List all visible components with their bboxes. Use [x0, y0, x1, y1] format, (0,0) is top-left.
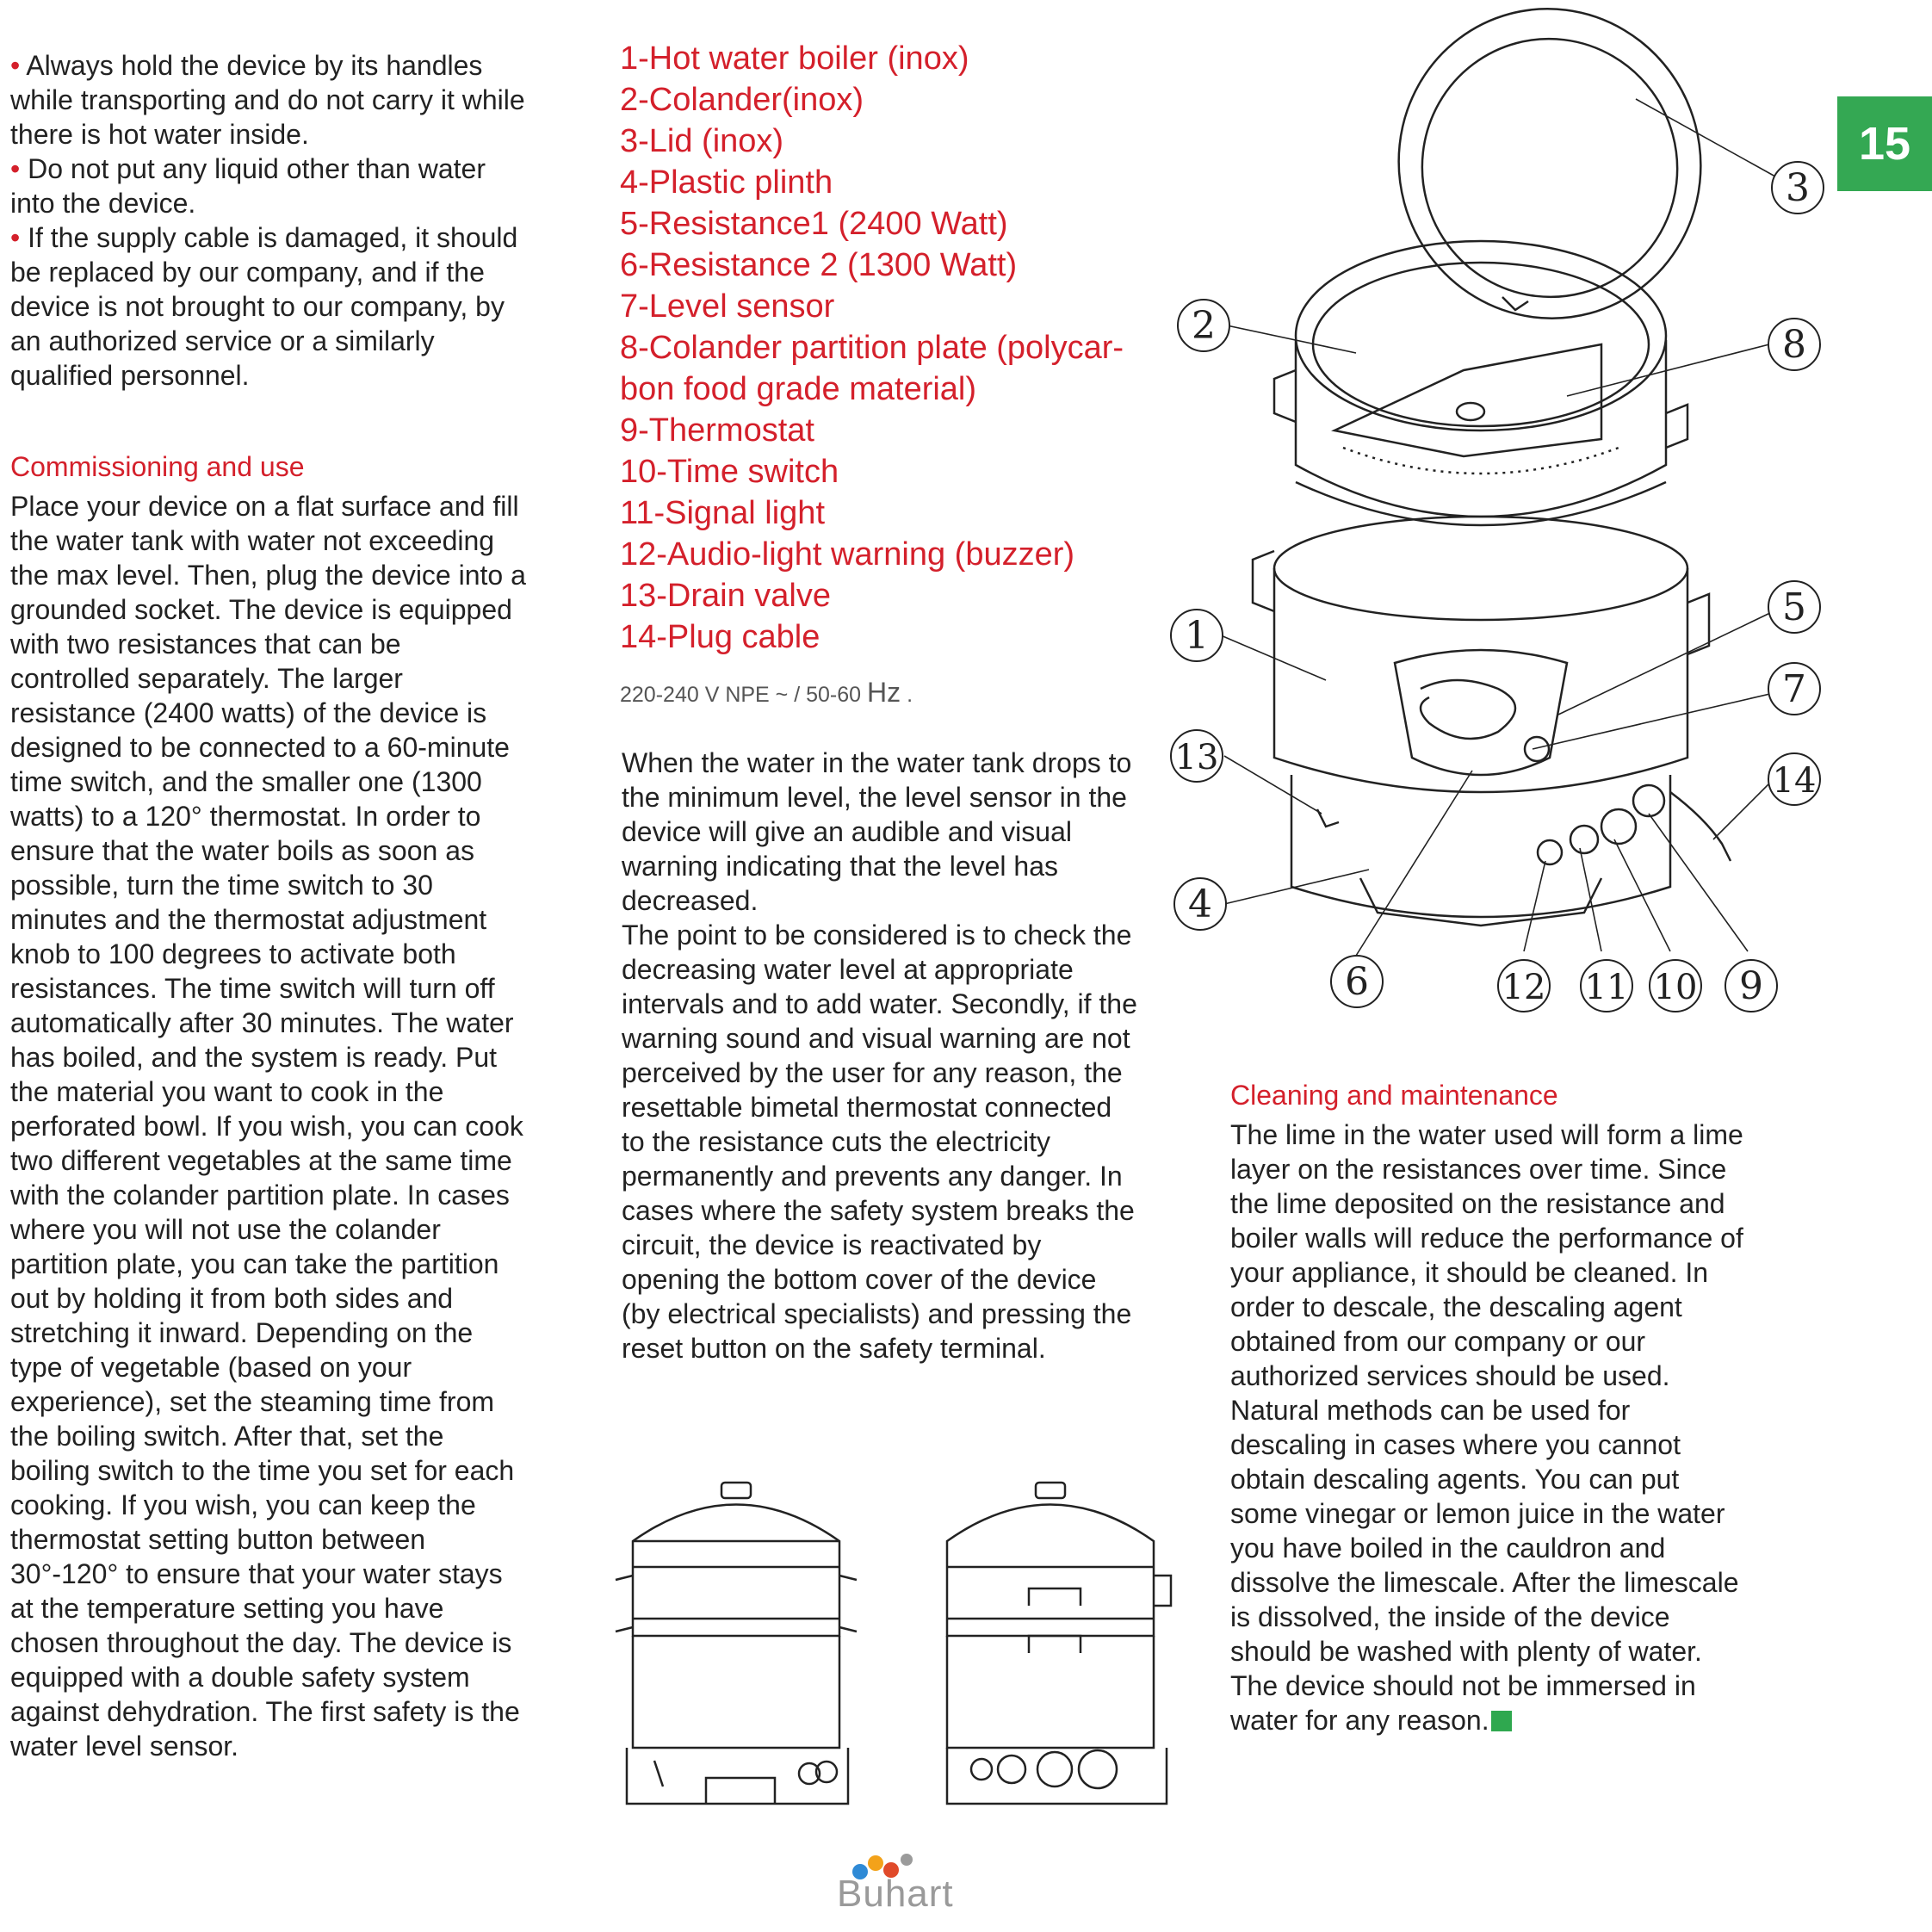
part-item: 5-Resistance1 (2400 Watt) [620, 206, 1008, 242]
callout-11: 11 [1584, 968, 1629, 1007]
left-column [10, 48, 527, 393]
part-item: 14-Plug cable [620, 619, 820, 655]
assembled-views [603, 1464, 1188, 1817]
part-item: 13-Drain valve [620, 578, 831, 614]
callouts [1171, 162, 1824, 1012]
thermostat-knob [1633, 785, 1664, 816]
commissioning-section [10, 449, 527, 1763]
callout-13: 13 [1174, 738, 1219, 777]
signal-light [1570, 826, 1598, 853]
part-item: 2-Colander(inox) [620, 82, 864, 118]
buzzer [1538, 840, 1562, 864]
part-item: 9-Thermostat [620, 412, 814, 449]
bullet-text: Do not put any liquid other than water into the device. [10, 153, 486, 219]
callout-2: 2 [1192, 304, 1216, 348]
bullet-mark: • [10, 50, 21, 81]
cleaning-heading: Cleaning and maintenance [1230, 1080, 1558, 1111]
assembled-side-view [947, 1483, 1171, 1804]
partition-plate [1334, 344, 1601, 456]
callout-1: 1 [1185, 614, 1209, 658]
bullet-cable [10, 220, 527, 393]
cleaning-text [1230, 1118, 1747, 1737]
boiler-handle-left [1253, 551, 1274, 611]
callout-14: 14 [1772, 761, 1817, 801]
callout-10: 10 [1653, 968, 1698, 1007]
bullet-text: If the supply cable is damaged, it should be replaced by our company, and if the device is not brought to our company, by an authorized service or a similarly qualified personnel. [10, 222, 518, 391]
plinth [1291, 775, 1670, 917]
callout-7: 7 [1782, 667, 1806, 711]
voltage-unit: Hz [867, 677, 901, 708]
callout-9: 9 [1739, 964, 1763, 1008]
callout-3: 3 [1786, 166, 1810, 210]
voltage-main: 220-240 V NPE ~ / 50-60 [620, 683, 867, 707]
end-mark [1491, 1711, 1512, 1731]
voltage-end: . [907, 683, 913, 707]
logo-text: Buhart [837, 1873, 954, 1915]
colander-perforations [1343, 448, 1619, 474]
part-item: 3-Lid (inox) [620, 123, 784, 159]
cleaning-section [1230, 1078, 1747, 1737]
leader-lines [1221, 99, 1775, 956]
resistance-coil [1421, 680, 1515, 739]
plinth-feet [1360, 878, 1601, 926]
level-sensor [1525, 737, 1549, 761]
part-item: 11-Signal light [620, 495, 826, 531]
assembled-front-view [616, 1483, 857, 1804]
part-item: 7-Level sensor [620, 288, 835, 325]
lid-hinge [1502, 297, 1528, 310]
part-item: 8-Colander partition plate (polycar- [620, 330, 1124, 366]
colander-handle-right [1666, 405, 1687, 448]
middle-column [622, 746, 1138, 1365]
safety-text: The point to be considered is to check the decreasing water level at appropriate intervals and to add water. Secondly, if the warning sound and visual warning are not perceived by the user for any reason, the resettable bimetal thermostat connected to the resistance cuts the electricity permanently and prevents any danger. In cases where the safety system breaks the circuit, the device is reactivated by opening the bottom cover of the device (by electrical specialists) and pressing the reset button on the safety terminal. [622, 920, 1137, 1364]
bullet-text: Always hold the device by its handles while transporting and do not carry it while there is hot water inside. [10, 50, 525, 150]
callout-8: 8 [1782, 323, 1806, 367]
part-item: 4-Plastic plinth [620, 164, 833, 201]
bullet-mark: • [10, 222, 21, 253]
part-item: 1-Hot water boiler (inox) [620, 40, 969, 77]
cleaning-text-body: The lime in the water used will form a lime layer on the resistances over time. Since the lime deposited on the resistance and boiler walls will reduce the performance of your appliance, it should be cleaned. In order to descale, the descaling agent obtained from our company or our authorized services should be used. Natural methods can be used for descaling in cases where you cannot obtain descaling agents. You can put some vinegar or lemon juice in the water you have boiled in the cauldron and dissolve the limescale. After the limescale is dissolved, the inside of the device should be washed with plenty of water. The device should not be immersed in water for any reason. [1230, 1119, 1743, 1736]
callout-5: 5 [1782, 585, 1806, 629]
page-number-tab: 15 [1837, 96, 1932, 191]
time-switch-knob [1601, 809, 1636, 844]
commissioning-text: Place your device on a flat surface and fill the water tank with water not exceeding the max level. Then, plug the device into a grounded socket. The device is equipped with two resistances that can be controlled separately. The larger resistance (2400 watts) of the device is designed to be connected to a 60-minute time switch, and the smaller one (1300 watts) to a 120° thermostat. In order to ensure that the water boils as soon as possible, turn the time switch to 30 minutes and the thermostat adjustment knob to 100 degrees to activate both resistances. The time switch will turn off automatically after 30 minutes. The water has boiled, and the system is ready. Put the material you want to cook in the perforated bowl. If you wish, you can cook two different vegetables at the same time with the colander partition plate. In cases where you will not use the colander partition plate, you can take the partition out by holding it from both sides and stretching it inward. Depending on the type of vegetable (based on your experience), set the steaming time from the boiling switch. After that, set the boiling switch to the time you set for each cooking. If you wish, you can keep the thermostat setting button between 30°-120° to ensure that your water stays at the temperature setting you have chosen throughout the day. The device is equipped with a double safety system against dehydration. The first safety is the water level sensor. [10, 491, 526, 1762]
part-item: bon food grade material) [620, 371, 977, 407]
level-warning-text: When the water in the water tank drops to the minimum level, the level sensor in the device will give an audible and visual warning indicating that the level has decreased. [622, 747, 1132, 916]
partition-hole [1457, 403, 1484, 420]
colander-rim [1296, 241, 1666, 430]
boiler-rim [1274, 517, 1687, 620]
callout-6: 6 [1345, 960, 1369, 1004]
callout-12: 12 [1502, 968, 1546, 1007]
bullet-liquid [10, 152, 527, 220]
exploded-diagram [1154, 0, 1842, 1033]
drain-valve [1317, 809, 1339, 827]
part-item: 6-Resistance 2 (1300 Watt) [620, 247, 1018, 283]
plug-cable [1670, 792, 1731, 861]
boiler-body [1274, 568, 1687, 792]
voltage-spec [620, 677, 1154, 709]
part-item: 10-Time switch [620, 454, 839, 490]
commissioning-heading: Commissioning and use [10, 451, 305, 482]
colander-handle-left [1274, 370, 1296, 422]
bullet-handles [10, 48, 527, 152]
colander-band [1296, 482, 1666, 525]
boiler-handle-right [1687, 594, 1709, 654]
part-item: 12-Audio-light warning (buzzer) [620, 536, 1075, 573]
callout-4: 4 [1188, 882, 1212, 926]
parts-list [620, 38, 1154, 709]
lid-outer [1364, 0, 1735, 352]
bullet-mark: • [10, 153, 21, 184]
